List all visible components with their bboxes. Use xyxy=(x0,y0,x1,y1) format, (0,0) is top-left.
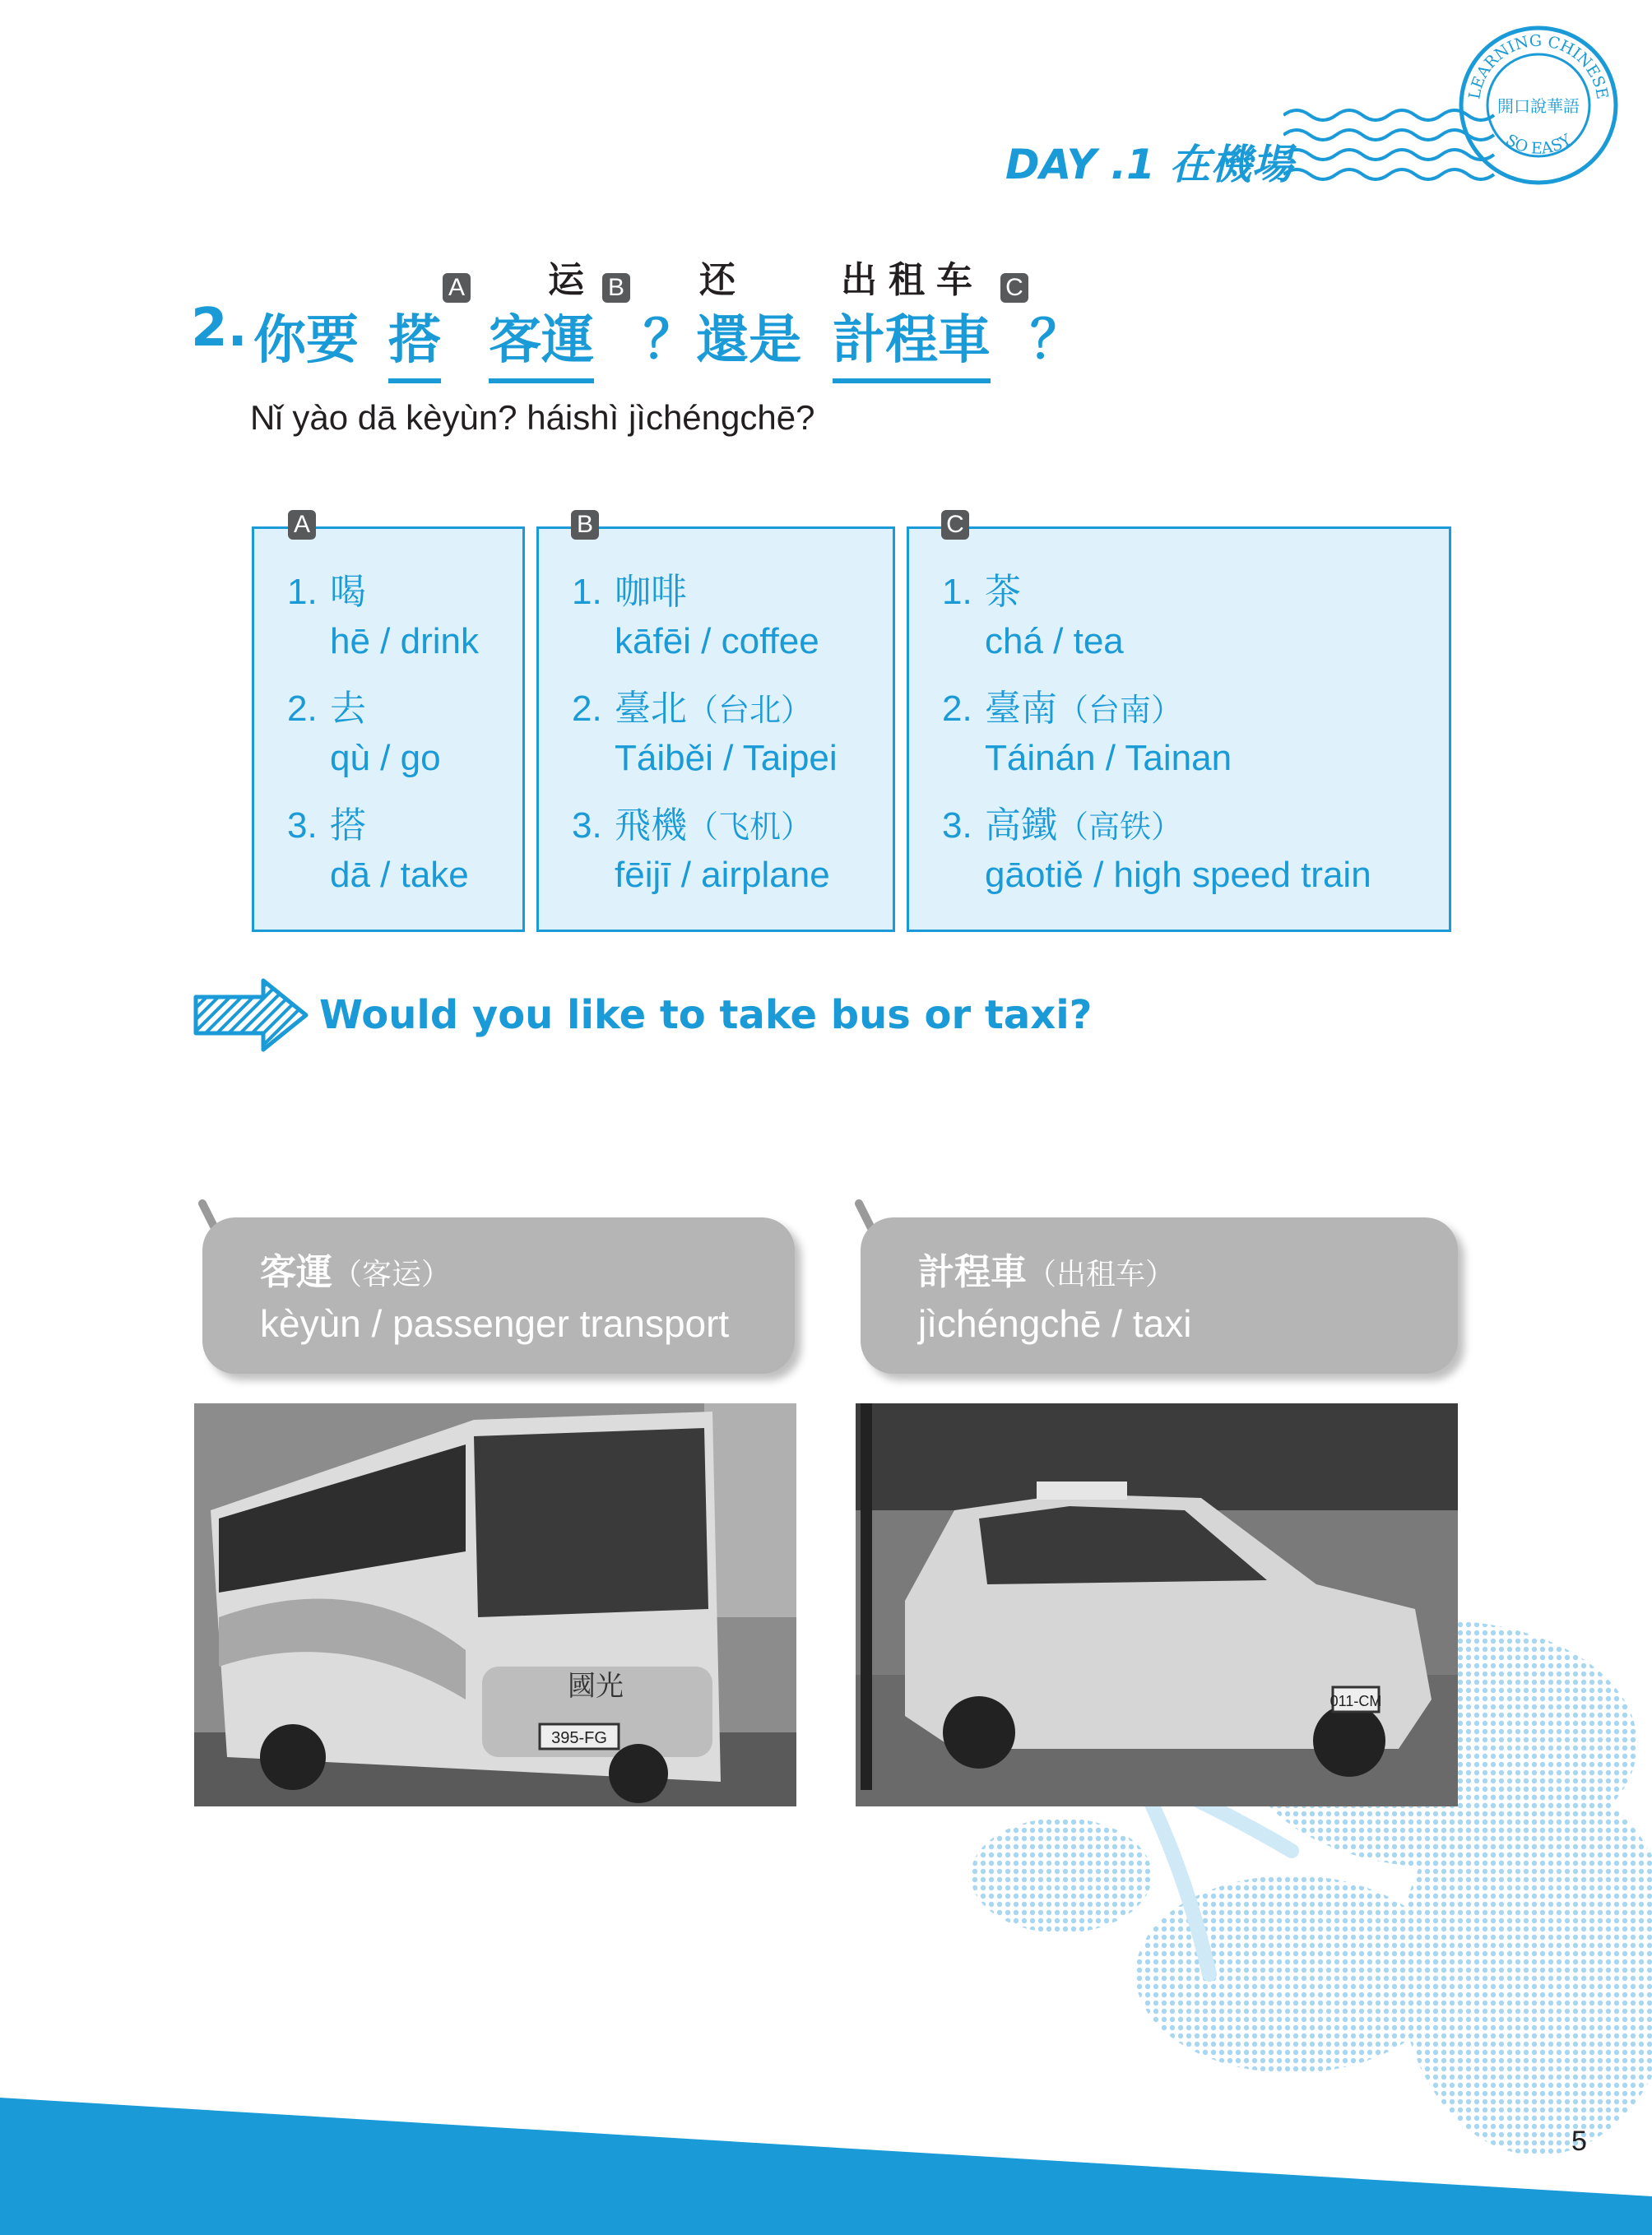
learning-chinese-stamp xyxy=(1456,23,1621,188)
box-a-gloss-3: dā / take xyxy=(330,855,469,895)
bus-label-zh: 客運（客运） xyxy=(260,1251,452,1293)
sentence-suffix: ？ xyxy=(1030,310,1083,371)
substitution-box-a xyxy=(252,526,525,932)
box-b-item-3: 3. 飛機（飞机） xyxy=(572,805,813,846)
substitution-box-b xyxy=(536,526,895,932)
substitution-box-c xyxy=(907,526,1451,932)
box-b-gloss-2: Táiběi / Taipei xyxy=(615,738,838,778)
bus-label-en: kèyùn / passenger transport xyxy=(260,1302,730,1345)
box-c-badge: C xyxy=(941,510,969,540)
sentence-title xyxy=(191,259,1096,388)
box-c-gloss-2: Táinán / Tainan xyxy=(985,738,1232,778)
slot-c-word: 計程車 xyxy=(833,298,991,383)
middle-simplified: 还 xyxy=(699,259,747,301)
svg-text:開口說華語: 開口說華語 xyxy=(1497,96,1580,116)
taxi-label-card xyxy=(861,1217,1458,1374)
box-a-badge: A xyxy=(288,510,316,540)
svg-text:395-FG: 395-FG xyxy=(551,1729,607,1747)
svg-text:SO EASY: SO EASY xyxy=(1502,130,1575,158)
svg-text:011-CM: 011-CM xyxy=(1329,1693,1382,1709)
box-a-item-3: 3. 搭 xyxy=(287,805,366,846)
slot-c-badge: C xyxy=(1000,273,1028,303)
svg-text:LEARNING CHINESE: LEARNING CHINESE xyxy=(1465,31,1612,101)
slot-a-word: 搭 xyxy=(388,298,441,383)
box-c-item-3: 3. 高鐵（高铁） xyxy=(942,805,1183,846)
slot-a-badge: A xyxy=(443,273,471,303)
box-a-gloss-1: hē / drink xyxy=(330,621,479,661)
slot-c-simplified: 出租车 xyxy=(841,259,984,301)
day-label: DAY .1 在機場 xyxy=(1005,141,1293,188)
sentence-prefix: 你要 xyxy=(253,310,359,371)
slot-b-badge: B xyxy=(602,273,630,303)
taxi-label-en: jìchéngchē / taxi xyxy=(918,1302,1192,1345)
arrow-icon xyxy=(191,976,311,1055)
footer-band xyxy=(0,2098,1652,2235)
box-c-gloss-3: gāotiě / high speed train xyxy=(985,855,1371,895)
box-c-gloss-1: chá / tea xyxy=(985,621,1124,661)
box-c-item-1: 1. 茶 xyxy=(942,572,1021,612)
taxi-label-zh: 計程車（出租车） xyxy=(918,1251,1176,1293)
box-a-item-1: 1. 喝 xyxy=(287,572,366,612)
sentence-number: 2. xyxy=(191,298,248,359)
slot-b-word: 客運 xyxy=(489,298,594,383)
slot-b-simplified: 运 xyxy=(548,259,596,301)
box-b-badge: B xyxy=(571,510,599,540)
english-translation: Would you like to take bus or taxi? xyxy=(319,992,1093,1038)
box-b-gloss-1: kāfēi / coffee xyxy=(615,621,819,661)
taxi-photo xyxy=(856,1403,1458,1806)
box-c-item-2: 2. 臺南（台南） xyxy=(942,689,1183,729)
bus-photo xyxy=(194,1403,796,1806)
page-number: 5 xyxy=(1571,2126,1587,2157)
svg-text:國光: 國光 xyxy=(568,1670,624,1703)
sentence-middle: ？還是 xyxy=(643,310,801,371)
box-a-gloss-2: qù / go xyxy=(330,738,441,778)
bus-label-card xyxy=(202,1217,795,1374)
sentence-pinyin: Nǐ yào dā kèyùn? háishì jìchéngchē? xyxy=(250,398,815,437)
box-b-item-2: 2. 臺北（台北） xyxy=(572,689,813,729)
box-a-item-2: 2. 去 xyxy=(287,689,366,729)
box-b-gloss-3: fēijī / airplane xyxy=(615,855,830,895)
box-b-item-1: 1. 咖啡 xyxy=(572,572,687,612)
